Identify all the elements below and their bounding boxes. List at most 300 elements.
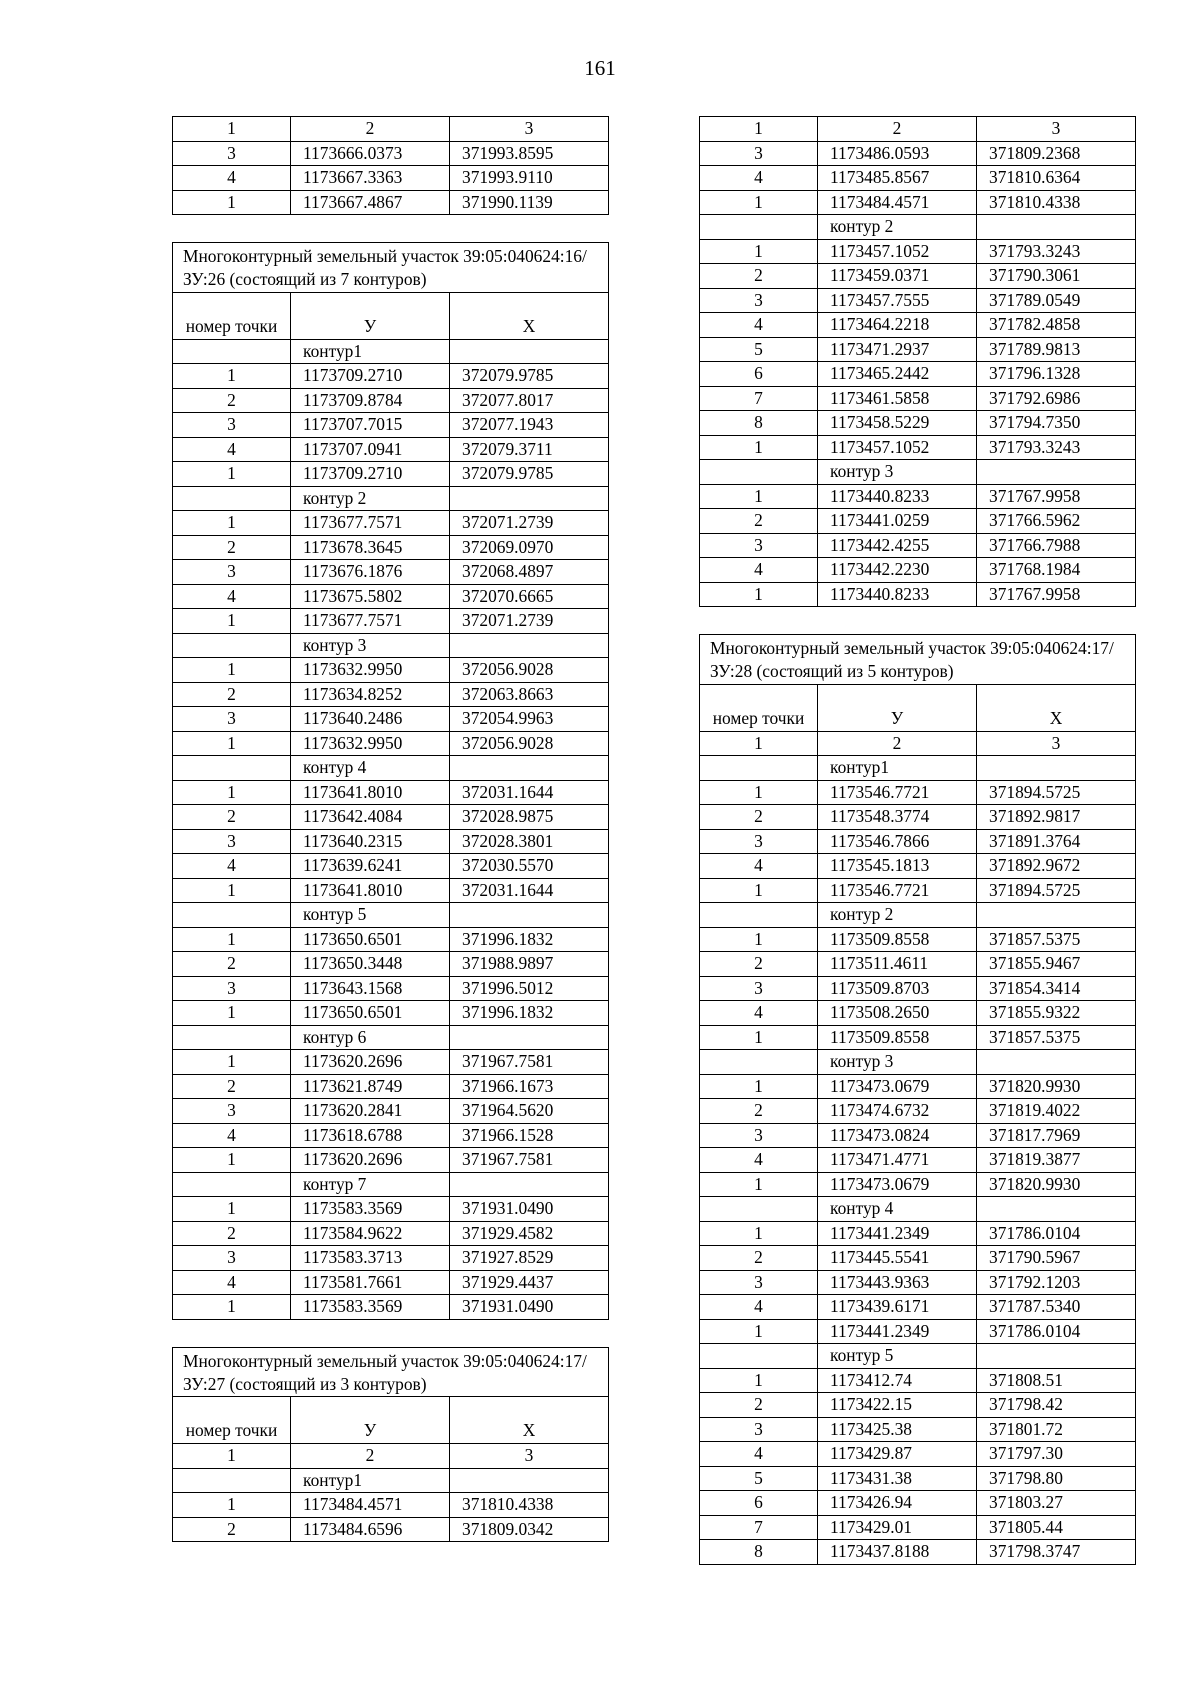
y-coordinate-cell: 1173429.01 [818, 1515, 977, 1540]
y-coordinate-cell: 1173441.2349 [818, 1221, 977, 1246]
y-coordinate-cell: 1173545.1813 [818, 854, 977, 879]
x-coordinate-cell: 371857.5375 [977, 927, 1136, 952]
y-coordinate-cell: 1173458.5229 [818, 411, 977, 436]
point-number-cell: 1 [700, 190, 818, 215]
column-header-row [173, 292, 609, 339]
y-coordinate-cell: 1173431.38 [818, 1466, 977, 1491]
contour-label: контур 7 [291, 1172, 450, 1197]
x-coordinate-cell: 372070.6665 [450, 584, 609, 609]
x-coordinate-cell: 372054.9963 [450, 707, 609, 732]
point-number-cell: 3 [700, 533, 818, 558]
table-continuation-right [699, 116, 1136, 607]
column-header-y: У [291, 1397, 450, 1444]
table-row [700, 829, 1136, 854]
x-coordinate-cell: 371786.0104 [977, 1319, 1136, 1344]
point-number-cell: 1 [700, 484, 818, 509]
y-coordinate-cell: 1173471.2937 [818, 337, 977, 362]
point-number-cell: 1 [700, 582, 818, 607]
contour-label: контур1 [818, 756, 977, 781]
empty-cell [173, 756, 291, 781]
point-number-cell: 1 [173, 609, 291, 634]
table-row [700, 435, 1136, 460]
point-number-cell: 1 [173, 927, 291, 952]
table-row [173, 1221, 609, 1246]
table-row [700, 1001, 1136, 1026]
index-cell: 1 [700, 731, 818, 756]
contour-label: контур 2 [818, 215, 977, 240]
table-row [173, 854, 609, 879]
point-number-cell: 1 [700, 1074, 818, 1099]
table-row [700, 976, 1136, 1001]
x-coordinate-cell: 371819.3877 [977, 1148, 1136, 1173]
table-row [173, 1050, 609, 1075]
x-coordinate-cell: 371789.0549 [977, 288, 1136, 313]
table-row [173, 388, 609, 413]
y-coordinate-cell: 1173677.7571 [291, 511, 450, 536]
table-row [173, 1270, 609, 1295]
left-column [172, 116, 608, 1542]
contour-label: контур 4 [818, 1197, 977, 1222]
column-header-row [173, 1397, 609, 1444]
point-number-cell: 4 [700, 166, 818, 191]
table-row [700, 927, 1136, 952]
y-coordinate-cell: 1173464.2218 [818, 313, 977, 338]
table-row [700, 190, 1136, 215]
y-coordinate-cell: 1173473.0679 [818, 1172, 977, 1197]
empty-cell [450, 339, 609, 364]
point-number-cell: 4 [700, 1148, 818, 1173]
x-coordinate-cell: 371929.4437 [450, 1270, 609, 1295]
x-coordinate-cell: 372068.4897 [450, 560, 609, 585]
point-number-cell: 4 [173, 854, 291, 879]
x-coordinate-cell: 371993.9110 [450, 166, 609, 191]
table-row [173, 1074, 609, 1099]
x-coordinate-cell: 371894.5725 [977, 780, 1136, 805]
point-number-cell: 2 [173, 1074, 291, 1099]
table-row [700, 1491, 1136, 1516]
table-row [700, 386, 1136, 411]
table-row [173, 658, 609, 683]
point-number-cell: 2 [173, 1221, 291, 1246]
y-coordinate-cell: 1173584.9622 [291, 1221, 450, 1246]
point-number-cell: 4 [173, 1270, 291, 1295]
x-coordinate-cell: 371793.3243 [977, 239, 1136, 264]
point-number-cell: 1 [173, 1493, 291, 1518]
index-cell: 2 [818, 731, 977, 756]
table-row [700, 484, 1136, 509]
x-coordinate-cell: 371854.3414 [977, 976, 1136, 1001]
point-number-cell: 3 [700, 1417, 818, 1442]
table-row [173, 437, 609, 462]
header-cell: 2 [291, 117, 450, 142]
x-coordinate-cell: 371808.51 [977, 1368, 1136, 1393]
contour-label-row [173, 903, 609, 928]
contour-label: контур 2 [818, 903, 977, 928]
y-coordinate-cell: 1173707.0941 [291, 437, 450, 462]
x-coordinate-cell: 371766.5962 [977, 509, 1136, 534]
table-row [173, 584, 609, 609]
table-row [173, 1099, 609, 1124]
empty-cell [700, 756, 818, 781]
empty-cell [977, 1344, 1136, 1369]
x-coordinate-cell: 371931.0490 [450, 1295, 609, 1320]
x-coordinate-cell: 371810.6364 [977, 166, 1136, 191]
point-number-cell: 4 [173, 1123, 291, 1148]
table-row [700, 1417, 1136, 1442]
table-row [700, 1221, 1136, 1246]
y-coordinate-cell: 1173640.2486 [291, 707, 450, 732]
y-coordinate-cell: 1173583.3713 [291, 1246, 450, 1271]
table-plot-28 [699, 634, 1136, 1565]
x-coordinate-cell: 372056.9028 [450, 731, 609, 756]
x-coordinate-cell: 371798.80 [977, 1466, 1136, 1491]
x-coordinate-cell: 372079.3711 [450, 437, 609, 462]
point-number-cell: 2 [173, 388, 291, 413]
point-number-cell: 2 [173, 1517, 291, 1542]
contour-label-row [700, 215, 1136, 240]
point-number-cell: 3 [173, 1099, 291, 1124]
contour-label-row [700, 1344, 1136, 1369]
point-number-cell: 4 [700, 1442, 818, 1467]
table-row [700, 1515, 1136, 1540]
x-coordinate-cell: 371796.1328 [977, 362, 1136, 387]
contour-label: контур 5 [818, 1344, 977, 1369]
y-coordinate-cell: 1173634.8252 [291, 682, 450, 707]
point-number-cell: 2 [700, 1099, 818, 1124]
point-number-cell: 2 [700, 264, 818, 289]
y-coordinate-cell: 1173485.8567 [818, 166, 977, 191]
table-row [700, 1466, 1136, 1491]
x-coordinate-cell: 371766.7988 [977, 533, 1136, 558]
x-coordinate-cell: 371817.7969 [977, 1123, 1136, 1148]
y-coordinate-cell: 1173678.3645 [291, 535, 450, 560]
table-row [700, 1123, 1136, 1148]
point-number-cell: 4 [173, 437, 291, 462]
empty-cell [700, 460, 818, 485]
table-row [173, 829, 609, 854]
table-row [700, 854, 1136, 879]
table-row [700, 878, 1136, 903]
point-number-cell: 1 [173, 462, 291, 487]
y-coordinate-cell: 1173511.4611 [818, 952, 977, 977]
y-coordinate-cell: 1173439.6171 [818, 1295, 977, 1320]
y-coordinate-cell: 1173484.4571 [291, 1493, 450, 1518]
y-coordinate-cell: 1173486.0593 [818, 141, 977, 166]
y-coordinate-cell: 1173425.38 [818, 1417, 977, 1442]
x-coordinate-cell: 371855.9467 [977, 952, 1136, 977]
page-number: 161 [584, 56, 616, 80]
y-coordinate-cell: 1173650.6501 [291, 1001, 450, 1026]
table-row [173, 878, 609, 903]
x-coordinate-cell: 371966.1528 [450, 1123, 609, 1148]
table-continuation-left [172, 116, 609, 215]
x-coordinate-cell: 371990.1139 [450, 190, 609, 215]
x-coordinate-cell: 371786.0104 [977, 1221, 1136, 1246]
contour-label-row [173, 1025, 609, 1050]
point-number-cell: 3 [173, 829, 291, 854]
x-coordinate-cell: 372028.3801 [450, 829, 609, 854]
column-header-x: Х [450, 1397, 609, 1444]
contour-label-row [700, 903, 1136, 928]
table-row [173, 707, 609, 732]
empty-cell [450, 486, 609, 511]
y-coordinate-cell: 1173509.8558 [818, 927, 977, 952]
y-coordinate-cell: 1173441.2349 [818, 1319, 977, 1344]
table-row [173, 1148, 609, 1173]
y-coordinate-cell: 1173621.8749 [291, 1074, 450, 1099]
column-index-row [173, 1444, 609, 1469]
y-coordinate-cell: 1173643.1568 [291, 976, 450, 1001]
point-number-cell: 2 [700, 952, 818, 977]
table-plot-26 [172, 242, 609, 1320]
table-row [700, 1540, 1136, 1565]
table-row [700, 313, 1136, 338]
x-coordinate-cell: 371794.7350 [977, 411, 1136, 436]
x-coordinate-cell: 371929.4582 [450, 1221, 609, 1246]
table-row [173, 364, 609, 389]
table-row [173, 166, 609, 191]
point-number-cell: 4 [173, 166, 291, 191]
table-row [700, 780, 1136, 805]
point-number-cell: 3 [173, 976, 291, 1001]
point-number-cell: 8 [700, 411, 818, 436]
contour-label-row [700, 1050, 1136, 1075]
y-coordinate-cell: 1173422.15 [818, 1393, 977, 1418]
point-number-cell: 1 [173, 511, 291, 536]
x-coordinate-cell: 371809.0342 [450, 1517, 609, 1542]
table-row [173, 1493, 609, 1518]
x-coordinate-cell: 372077.8017 [450, 388, 609, 413]
table-row [173, 927, 609, 952]
point-number-cell: 3 [700, 1123, 818, 1148]
y-coordinate-cell: 1173581.7661 [291, 1270, 450, 1295]
x-coordinate-cell: 372071.2739 [450, 511, 609, 536]
table-row [173, 141, 609, 166]
column-header-point: номер точки [700, 684, 818, 731]
column-header-row [700, 684, 1136, 731]
empty-cell [450, 1468, 609, 1493]
y-coordinate-cell: 1173443.9363 [818, 1270, 977, 1295]
point-number-cell: 1 [700, 1221, 818, 1246]
y-coordinate-cell: 1173484.4571 [818, 190, 977, 215]
point-number-cell: 3 [700, 1270, 818, 1295]
table-row [700, 582, 1136, 607]
table-row [700, 1246, 1136, 1271]
empty-cell [977, 1050, 1136, 1075]
contour-label-row [173, 486, 609, 511]
empty-cell [700, 215, 818, 240]
table-row [700, 1442, 1136, 1467]
y-coordinate-cell: 1173441.0259 [818, 509, 977, 534]
x-coordinate-cell: 371966.1673 [450, 1074, 609, 1099]
y-coordinate-cell: 1173641.8010 [291, 878, 450, 903]
table-row [700, 1172, 1136, 1197]
table-header-row [173, 117, 609, 142]
empty-cell [450, 756, 609, 781]
x-coordinate-cell: 371767.9958 [977, 582, 1136, 607]
y-coordinate-cell: 1173709.2710 [291, 462, 450, 487]
point-number-cell: 1 [173, 1148, 291, 1173]
contour-label: контур 6 [291, 1025, 450, 1050]
x-coordinate-cell: 371894.5725 [977, 878, 1136, 903]
contour-label: контур 3 [818, 460, 977, 485]
table-row [700, 288, 1136, 313]
x-coordinate-cell: 372028.9875 [450, 805, 609, 830]
header-cell: 1 [173, 117, 291, 142]
header-cell: 3 [977, 117, 1136, 142]
header-cell: 2 [818, 117, 977, 142]
y-coordinate-cell: 1173442.2230 [818, 558, 977, 583]
contour-label: контур1 [291, 1468, 450, 1493]
point-number-cell: 1 [173, 1197, 291, 1222]
table-row [700, 1074, 1136, 1099]
y-coordinate-cell: 1173429.87 [818, 1442, 977, 1467]
y-coordinate-cell: 1173442.4255 [818, 533, 977, 558]
y-coordinate-cell: 1173666.0373 [291, 141, 450, 166]
point-number-cell: 4 [700, 1295, 818, 1320]
x-coordinate-cell: 371768.1984 [977, 558, 1136, 583]
y-coordinate-cell: 1173583.3569 [291, 1295, 450, 1320]
table-row [173, 190, 609, 215]
x-coordinate-cell: 371967.7581 [450, 1050, 609, 1075]
empty-cell [450, 633, 609, 658]
table-row [700, 509, 1136, 534]
x-coordinate-cell: 371792.6986 [977, 386, 1136, 411]
y-coordinate-cell: 1173620.2841 [291, 1099, 450, 1124]
point-number-cell: 4 [700, 558, 818, 583]
point-number-cell: 1 [700, 878, 818, 903]
contour-label-row [173, 1468, 609, 1493]
x-coordinate-cell: 371996.1832 [450, 927, 609, 952]
table-row [173, 1517, 609, 1542]
plot-title: Многоконтурный земельный участок 39:05:040624:16/ЗУ:26 (состоящий из 7 контуров) [173, 243, 609, 293]
contour-label: контур 3 [291, 633, 450, 658]
contour-label: контур 4 [291, 756, 450, 781]
contour-label: контур1 [291, 339, 450, 364]
point-number-cell: 4 [700, 854, 818, 879]
contour-label: контур 2 [291, 486, 450, 511]
empty-cell [173, 486, 291, 511]
point-number-cell: 3 [173, 707, 291, 732]
x-coordinate-cell: 371993.8595 [450, 141, 609, 166]
y-coordinate-cell: 1173484.6596 [291, 1517, 450, 1542]
empty-cell [700, 1050, 818, 1075]
point-number-cell: 5 [700, 1466, 818, 1491]
table-row [700, 1148, 1136, 1173]
contour-label: контур 3 [818, 1050, 977, 1075]
point-number-cell: 3 [700, 976, 818, 1001]
x-coordinate-cell: 371803.27 [977, 1491, 1136, 1516]
y-coordinate-cell: 1173437.8188 [818, 1540, 977, 1565]
x-coordinate-cell: 371857.5375 [977, 1025, 1136, 1050]
x-coordinate-cell: 371797.30 [977, 1442, 1136, 1467]
y-coordinate-cell: 1173457.7555 [818, 288, 977, 313]
table-body [173, 339, 609, 1319]
x-coordinate-cell: 372071.2739 [450, 609, 609, 634]
x-coordinate-cell: 371996.1832 [450, 1001, 609, 1026]
table-row [173, 976, 609, 1001]
point-number-cell: 1 [173, 878, 291, 903]
column-index-row [700, 731, 1136, 756]
empty-cell [173, 633, 291, 658]
table-row [173, 780, 609, 805]
point-number-cell: 7 [700, 386, 818, 411]
y-coordinate-cell: 1173632.9950 [291, 731, 450, 756]
table-row [173, 609, 609, 634]
contour-label-row [173, 339, 609, 364]
table-body [700, 141, 1136, 607]
empty-cell [450, 903, 609, 928]
empty-cell [700, 1344, 818, 1369]
empty-cell [700, 903, 818, 928]
y-coordinate-cell: 1173650.3448 [291, 952, 450, 977]
y-coordinate-cell: 1173642.4084 [291, 805, 450, 830]
x-coordinate-cell: 371805.44 [977, 1515, 1136, 1540]
point-number-cell: 1 [173, 1050, 291, 1075]
index-cell: 3 [977, 731, 1136, 756]
column-header-x: Х [977, 684, 1136, 731]
x-coordinate-cell: 371988.9897 [450, 952, 609, 977]
table-row [700, 1319, 1136, 1344]
empty-cell [977, 460, 1136, 485]
table-header-row [700, 117, 1136, 142]
empty-cell [173, 339, 291, 364]
table-row [173, 560, 609, 585]
point-number-cell: 2 [700, 509, 818, 534]
empty-cell [450, 1172, 609, 1197]
table-row [700, 337, 1136, 362]
contour-label-row [173, 756, 609, 781]
plot-title: Многоконтурный земельный участок 39:05:040624:17/ЗУ:27 (состоящий из 3 контуров) [173, 1347, 609, 1397]
point-number-cell: 1 [700, 435, 818, 460]
x-coordinate-cell: 372056.9028 [450, 658, 609, 683]
point-number-cell: 1 [700, 1368, 818, 1393]
header-cell: 1 [700, 117, 818, 142]
y-coordinate-cell: 1173640.2315 [291, 829, 450, 854]
point-number-cell: 3 [173, 141, 291, 166]
point-number-cell: 1 [700, 1319, 818, 1344]
index-cell: 2 [291, 1444, 450, 1469]
table-row [173, 1123, 609, 1148]
y-coordinate-cell: 1173667.3363 [291, 166, 450, 191]
point-number-cell: 3 [700, 141, 818, 166]
point-number-cell: 1 [700, 927, 818, 952]
x-coordinate-cell: 371787.5340 [977, 1295, 1136, 1320]
y-coordinate-cell: 1173508.2650 [818, 1001, 977, 1026]
contour-label-row [700, 460, 1136, 485]
x-coordinate-cell: 371819.4022 [977, 1099, 1136, 1124]
x-coordinate-cell: 371793.3243 [977, 435, 1136, 460]
y-coordinate-cell: 1173709.8784 [291, 388, 450, 413]
empty-cell [173, 1468, 291, 1493]
y-coordinate-cell: 1173471.4771 [818, 1148, 977, 1173]
y-coordinate-cell: 1173707.7015 [291, 413, 450, 438]
y-coordinate-cell: 1173465.2442 [818, 362, 977, 387]
x-coordinate-cell: 371810.4338 [450, 1493, 609, 1518]
y-coordinate-cell: 1173546.7866 [818, 829, 977, 854]
table-row [173, 1246, 609, 1271]
point-number-cell: 1 [173, 658, 291, 683]
y-coordinate-cell: 1173440.8233 [818, 484, 977, 509]
y-coordinate-cell: 1173509.8558 [818, 1025, 977, 1050]
contour-label-row [700, 1197, 1136, 1222]
plot-title: Многоконтурный земельный участок 39:05:040624:17/ЗУ:28 (состоящий из 5 контуров) [700, 635, 1136, 685]
table-row [700, 1295, 1136, 1320]
table-row [173, 805, 609, 830]
point-number-cell: 2 [700, 805, 818, 830]
y-coordinate-cell: 1173546.7721 [818, 878, 977, 903]
point-number-cell: 2 [173, 682, 291, 707]
